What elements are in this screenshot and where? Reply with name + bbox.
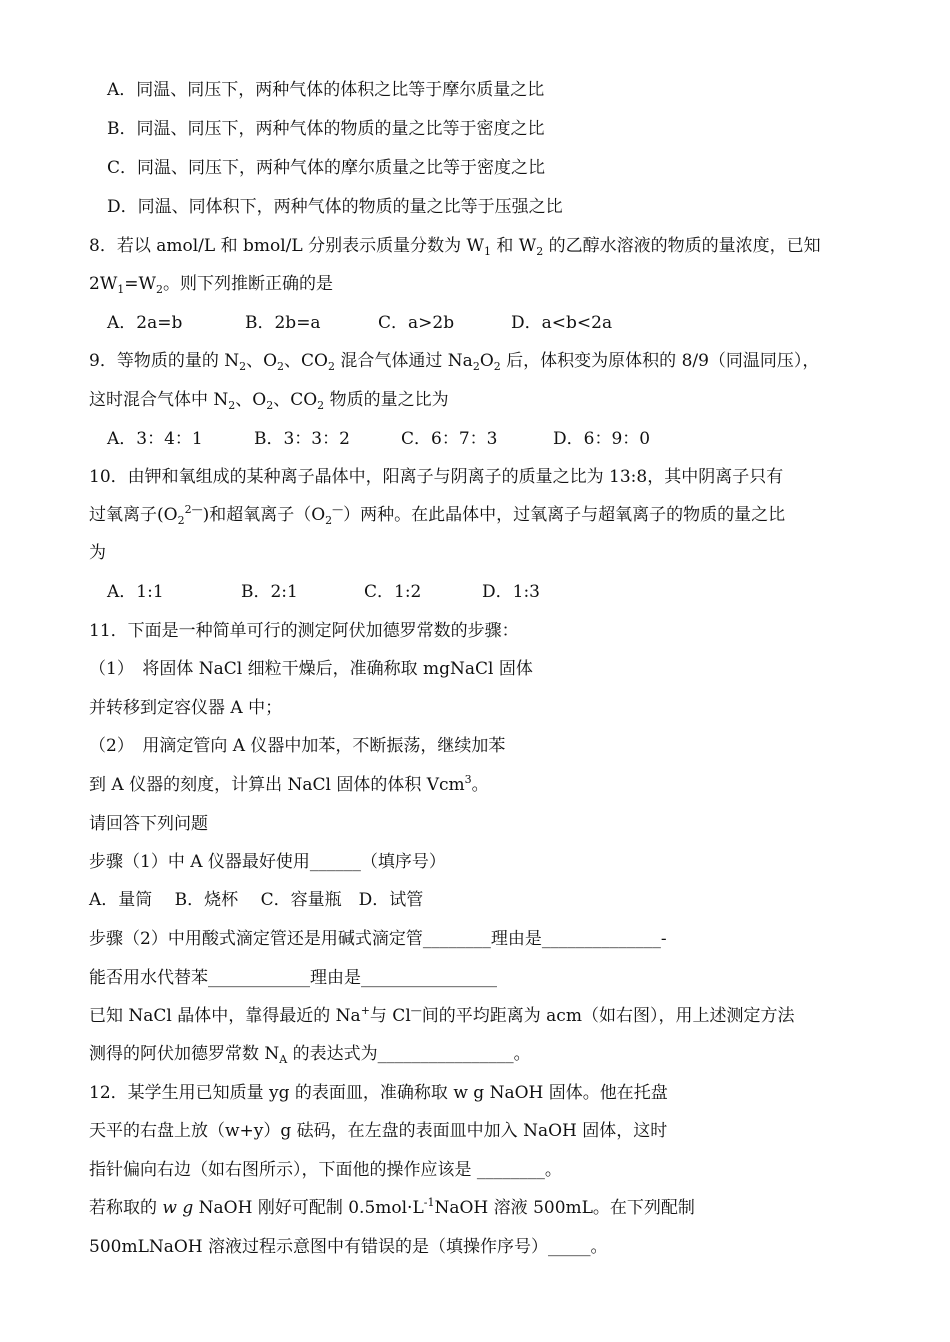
q8-option-c: C．a>2b — [378, 313, 455, 333]
q11-sub-question2: 步骤（2）中用酸式滴定管还是用碱式滴定管________理由是______________- — [89, 929, 667, 949]
q12-stem-line2: 天平的右盘上放（w+y）g 砝码，在左盘的表面皿中加入 NaOH 固体，这时 — [89, 1121, 668, 1141]
q12-stem-line5: 500mLNaOH 溶液过程示意图中有错误的是（填操作序号）_____。 — [89, 1237, 608, 1257]
q11-step1-line1: （1） 将固体 NaCl 细粒干燥后，准确称取 mgNaCl 固体 — [89, 659, 533, 679]
q8-stem-line1: 8．若以 amol/L 和 bmol/L 分别表示质量分数为 $W_1$ 和 $W_2$ 的乙醇水溶液的物质的量浓度，已知 — [89, 236, 821, 258]
q8-options — [107, 311, 612, 335]
q11-sub-question4-line1: 已知 NaCl 晶体中，靠得最近的 Na+与 Cl—间的平均距离为 acm（如右图），用上述测定方法 — [89, 1004, 795, 1026]
q9-options — [107, 427, 650, 451]
q9-option-b: B．3：3：2 — [254, 429, 350, 449]
q12-stem-line4: 若称取的 w g NaOH 刚好可配制 $0.5mol\cdot L^{-1}NaOH$ 溶液 500mL。在下列配制 — [89, 1196, 695, 1218]
q10-option-c: C．1:2 — [364, 582, 422, 602]
q10-option-b: B．2:1 — [241, 582, 298, 602]
q7-option-a: A．同温、同压下，两种气体的体积之比等于摩尔质量之比 — [107, 80, 545, 100]
q9-option-a: A．3：4：1 — [107, 429, 203, 449]
q12-stem-line1: 12．某学生用已知质量 yg 的表面皿，准确称取 w g NaOH 固体。他在托盘 — [89, 1083, 668, 1103]
q10-stem-line3: 为 — [89, 543, 106, 563]
q7-option-c: C．同温、同压下，两种气体的摩尔质量之比等于密度之比 — [107, 158, 546, 178]
q10-option-d: D．1:3 — [482, 582, 540, 602]
q9-option-d: D．6：9：0 — [553, 429, 651, 449]
q8-stem-line2: $2W_1=W_2$。则下列推断正确的是 — [89, 274, 334, 296]
q7-option-b: B．同温、同压下，两种气体的物质的量之比等于密度之比 — [107, 119, 545, 139]
q8-option-b: B．2b=a — [245, 313, 321, 333]
q11-step2-line1: （2） 用滴定管向 A 仪器中加苯，不断振荡，继续加苯 — [89, 736, 506, 756]
q10-options — [107, 580, 540, 604]
q11-stem: 11．下面是一种简单可行的测定阿伏加德罗常数的步骤： — [89, 621, 519, 641]
q8-option-a: A．2a=b — [107, 313, 183, 333]
q10-option-a: A．1:1 — [107, 582, 164, 602]
q8-option-d: D．a<b<2a — [511, 313, 613, 333]
q11-sub-options: A．量筒 B．烧杯 C．容量瓶 D．试管 — [89, 890, 424, 910]
q11-prompt: 请回答下列问题 — [89, 814, 208, 834]
q11-sub-question1: 步骤（1）中 A 仪器最好使用______（填序号） — [89, 852, 446, 872]
q10-stem-line1: 10．由钾和氧组成的某种离子晶体中，阳离子与阴离子的质量之比为 13:8，其中阴离子只有 — [89, 467, 784, 487]
q12-stem-line3: 指针偏向右边（如右图所示），下面他的操作应该是 ________。 — [89, 1160, 562, 1180]
q9-stem-line2: 这时混合气体中 $N_2$、$O_2$、$CO_2$ 物质的量之比为 — [89, 390, 449, 412]
q11-sub-question4-line2: 测得的阿伏加德罗常数 $N_A$ 的表达式为________________。 — [89, 1044, 531, 1066]
q9-stem-line1: 9．等物质的量的 $N_2$、$O_2$、$CO_2$ 混合气体通过 $Na_2O_2$ 后，体积变为原体积的 8/9（同温同压）， — [89, 351, 820, 373]
q7-option-d: D．同温、同体积下，两种气体的物质的量之比等于压强之比 — [107, 197, 563, 217]
q11-step1-line2: 并转移到定容仪器 A 中； — [89, 698, 283, 718]
q10-stem-line2: 过氧离子$(O_2^{2—})$和超氧离子$(O_2^—)$两种。在此晶体中，过氧离子与超氧离子的物质的量之比 — [89, 503, 786, 527]
q11-step2-line2: 到 A 仪器的刻度，计算出 NaCl 固体的体积 Vcm$^3$。 — [89, 773, 489, 795]
q9-option-c: C．6：7：3 — [401, 429, 498, 449]
q11-sub-question3: 能否用水代替苯____________理由是________________ — [89, 968, 497, 988]
